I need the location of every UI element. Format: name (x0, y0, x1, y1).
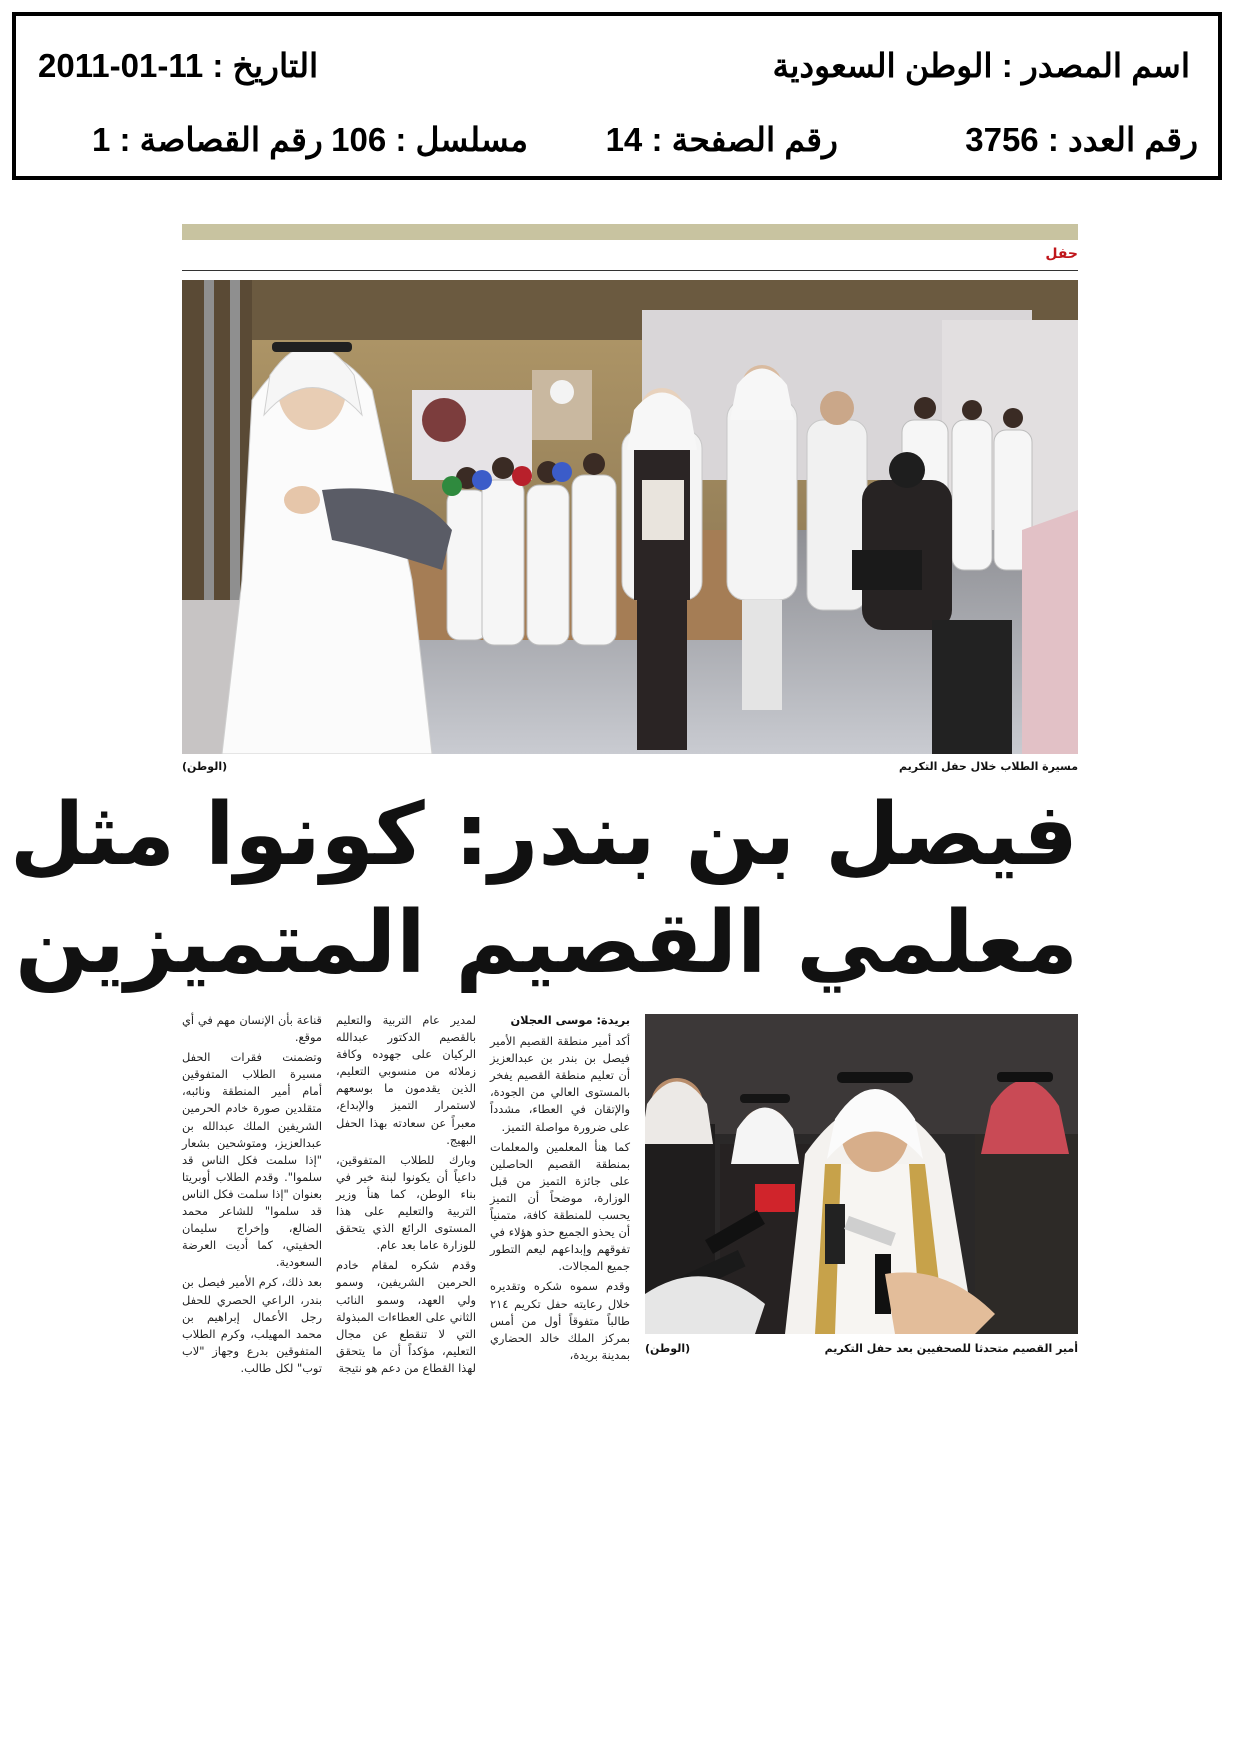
ceremony-photo (182, 280, 1078, 754)
headline-line-1: فيصل بن بندر: كونوا مثل (9, 785, 1078, 885)
article-column-1 (490, 1012, 630, 1367)
clip-number-label: رقم القصاصة : 1 (92, 121, 323, 158)
ceremony-photo-credit: (الوطن) (182, 760, 228, 773)
column-1-paragraph-2: كما هنأ المعلمين والمعلمات بمنطقة القصيم الحاصلين على جائزة التميز من قبل الوزارة، موضحاً أن التميز يحسب للمنطقة كافة، متمنياً أن يحذو الجميع حذو هؤلاء في تفوقهم وإبداعهم ليعم التطور جميع المجالات. (490, 1139, 630, 1274)
column-3-paragraph-2: وتضمنت فقرات الحفل مسيرة الطلاب المتفوقين أمام أمير المنطقة ونائبه، متقلدين صورة خادم الحرمين الشريفين الملك عبدالله بن عبدالعزيز، ومتوشحين بشعار "إذا سلمت فكل الناس قد سلموا". وقدم الطلاب أوبريتا بعنوان "إذا سلمت فكل الناس قد سلموا" للشاعر محمد الضالع، وإخراج سليمان الحفيتي، كما أديت العرضة السعودية. (182, 1050, 322, 1270)
source-label: اسم المصدر : الوطن السعودية (772, 47, 1190, 84)
column-2-paragraph-1: لمدير عام التربية والتعليم بالقصيم الدكتور عبدالله الركيان على جهوده وكافة زملائه من منسوبي التعليم، الذين يقدمون ما بوسعهم لاستمرار التميز والإبداع، معبراً عن سعادته بهذا الحفل البهيج. (336, 1013, 476, 1147)
column-3-paragraph-1: قناعة بأن الإنسان مهم في أي موقع. (182, 1013, 322, 1045)
press-photo (645, 1014, 1078, 1334)
ceremony-photo-caption: مسيرة الطلاب خلال حفل التكريم (898, 760, 1078, 773)
article-column-3 (182, 1012, 322, 1380)
clipping-metadata-box (12, 12, 1222, 180)
press-photo-caption: أمير القصيم متحدثا للصحفيين بعد حفل التكريم (824, 1342, 1078, 1355)
section-label: حفل (1045, 246, 1078, 262)
press-photo-illustration (645, 1014, 1078, 1334)
issue-number-label: رقم العدد : 3756 (965, 121, 1198, 158)
column-2-paragraph-3: وقدم شكره لمقام خادم الحرمين الشريفين، وسمو ولي العهد، وسمو النائب الثاني على العطاءات المبذولة التي لا تنقطع عن مجال التعليم، مؤكداً أن ما يتحقق لهذا القطاع من دعم هو نتيجة (336, 1258, 476, 1375)
byline: بريدة: موسى العجلان (510, 1013, 630, 1027)
ceremony-photo-illustration (182, 280, 1078, 754)
section-color-bar (182, 224, 1078, 240)
article-column-2 (336, 1012, 476, 1380)
column-2-paragraph-2: وبارك للطلاب المتفوقين، داعياً أن يكونوا لبنة خير في بناء الوطن، كما هنأ وزير التربية والتعليم على هذا المستوى الرائع الذي يتحقق للوزارة عاما بعد عام. (336, 1152, 476, 1253)
serial-label: مسلسل : 106 (331, 121, 528, 158)
column-1-paragraph-3: وقدم سموه شكره وتقديره خلال رعايته حفل تكريم ٢١٤ طالباً متفوقاً أول من أمس بمركز الملك خالد الحضاري بمدينة بريدة، (490, 1279, 630, 1362)
column-3-paragraph-3: بعد ذلك، كرم الأمير فيصل بن بندر، الراعي الحصري للحفل رجل الأعمال إبراهيم بن محمد المهيلب، وكرم الطلاب المتفوقين بدرع وجهاز "لاب توب" لكل طالب. (182, 1275, 322, 1375)
page-number-label: رقم الصفحة : 14 (605, 121, 838, 158)
headline-line-2: معلمي القصيم المتميزين (15, 893, 1078, 993)
press-photo-credit: (الوطن) (645, 1342, 691, 1355)
column-1-paragraph-1: أكد أمير منطقة القصيم الأمير فيصل بن بندر بن عبدالعزيز أن تعليم منطقة القصيم يفخر بالمستوى العالي من الجودة، والإتقان في العطاء، مشدداً على ضرورة مواصلة التميز. (490, 1034, 630, 1134)
section-divider (182, 270, 1078, 271)
date-label: التاريخ : 11-01-2011 (38, 47, 319, 84)
